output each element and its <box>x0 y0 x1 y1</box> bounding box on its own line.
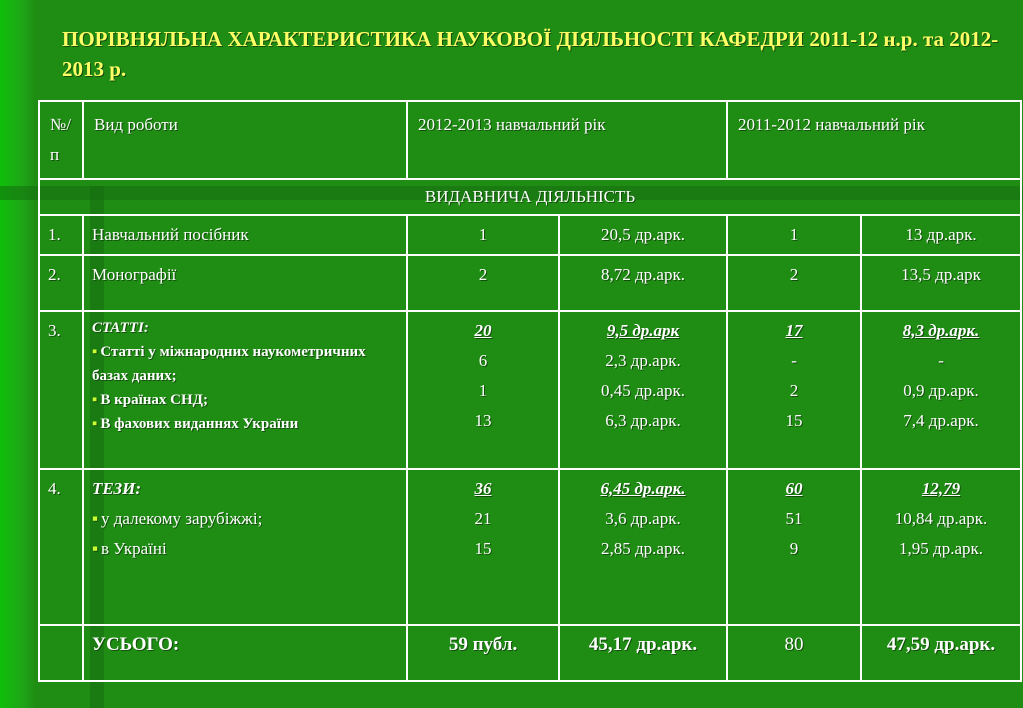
total-volume-2013: 45,17 др.арк. <box>559 625 727 681</box>
total-no <box>39 625 83 681</box>
table-row <box>39 255 1021 311</box>
articles-title: СТАТТІ: <box>92 320 149 336</box>
articles-volume-2012: 8,3 др.арк. - 0,9 др.арк. 7,4 др.арк. <box>861 311 1021 469</box>
header-year-2012-2013: 2012-2013 навчальний рік <box>407 101 727 179</box>
articles-item: ▪ Статті у міжнародних наукометричних базах даних; <box>92 340 398 388</box>
row-count-2012: 2 <box>727 255 861 311</box>
row-volume-2012: 13 др.арк. <box>861 215 1021 255</box>
section-row <box>39 179 1021 215</box>
articles-item: ▪ В фахових виданнях України <box>92 412 398 436</box>
articles-item: ▪ В країнах СНД; <box>92 388 398 412</box>
header-no: №/п <box>39 101 83 179</box>
theses-row <box>39 469 1021 625</box>
header-kind: Вид роботи <box>83 101 407 179</box>
theses-kind <box>83 469 407 625</box>
section-title: ВИДАВНИЧА ДІЯЛЬНІСТЬ <box>39 179 1021 215</box>
row-count-2013: 1 <box>407 215 559 255</box>
row-volume-2013: 8,72 др.арк. <box>559 255 727 311</box>
articles-count-2012: 17 - 2 15 <box>727 311 861 469</box>
theses-count-2012: 60 51 9 <box>727 469 861 625</box>
row-no: 1. <box>39 215 83 255</box>
articles-count-2013: 20 6 1 13 <box>407 311 559 469</box>
total-count-2012: 80 <box>727 625 861 681</box>
total-row <box>39 625 1021 681</box>
row-no: 2. <box>39 255 83 311</box>
row-count-2012: 1 <box>727 215 861 255</box>
row-no: 4. <box>39 469 83 625</box>
articles-row <box>39 311 1021 469</box>
theses-item: ▪ в Україні <box>92 534 398 564</box>
theses-count-2013: 36 21 15 <box>407 469 559 625</box>
row-volume-2012: 13,5 др.арк <box>861 255 1021 311</box>
theses-volume-2013: 6,45 др.арк. 3,6 др.арк. 2,85 др.арк. <box>559 469 727 625</box>
row-volume-2013: 20,5 др.арк. <box>559 215 727 255</box>
theses-title: ТЕЗИ: <box>92 479 142 498</box>
theses-item: ▪ у далекому зарубіжжі; <box>92 504 398 534</box>
background-accent <box>0 0 36 708</box>
row-no: 3. <box>39 311 83 469</box>
row-count-2013: 2 <box>407 255 559 311</box>
articles-kind <box>83 311 407 469</box>
articles-volume-2013: 9,5 др.арк 2,3 др.арк. 0,45 др.арк. 6,3 др.арк. <box>559 311 727 469</box>
header-row <box>39 101 1021 179</box>
comparison-table <box>38 100 1022 682</box>
total-label: УСЬОГО: <box>83 625 407 681</box>
row-kind: Монографії <box>83 255 407 311</box>
slide-title: ПОРІВНЯЛЬНА ХАРАКТЕРИСТИКА НАУКОВОЇ ДІЯЛЬНОСТІ КАФЕДРИ 2011-12 н.р. та 2012-2013 р. <box>62 27 999 81</box>
theses-volume-2012: 12,79 10,84 др.арк. 1,95 др.арк. <box>861 469 1021 625</box>
total-volume-2012: 47,59 др.арк. <box>861 625 1021 681</box>
total-count-2013: 59 публ. <box>407 625 559 681</box>
header-year-2011-2012: 2011-2012 навчальний рік <box>727 101 1021 179</box>
row-kind: Навчальний посібник <box>83 215 407 255</box>
table-row <box>39 215 1021 255</box>
